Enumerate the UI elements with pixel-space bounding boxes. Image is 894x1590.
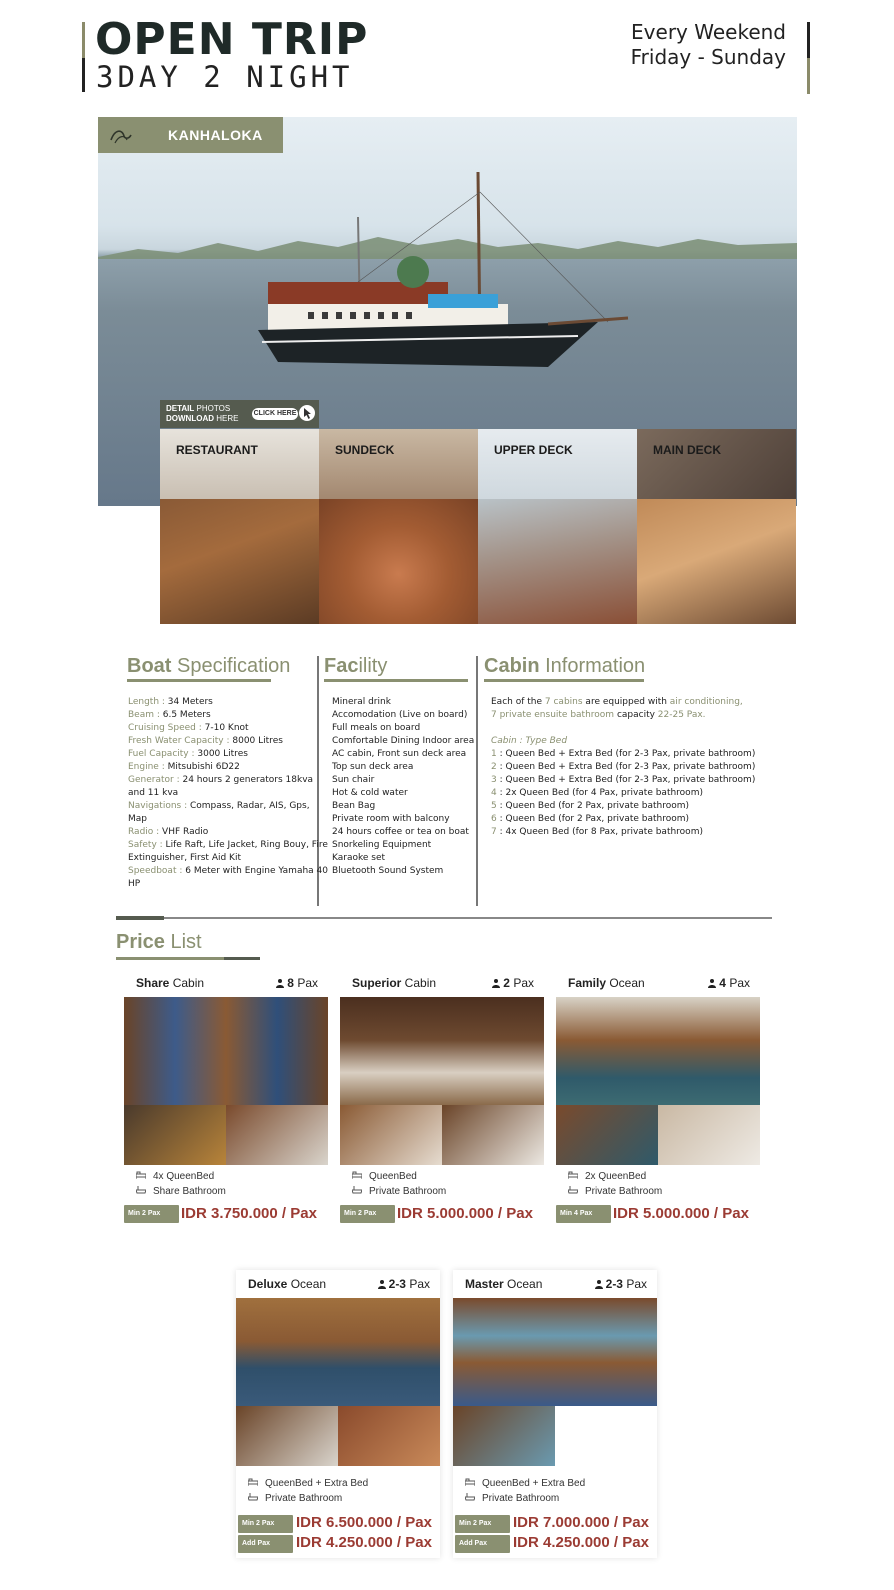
card-title [248, 1277, 326, 1291]
pax-unit: Pax [509, 976, 534, 990]
cabin-info-heading-bold: Cabin [484, 655, 540, 677]
deck-photo-bottom [160, 499, 319, 624]
spec-key: Speedboat : [128, 866, 183, 876]
min-pax-label: Min 2 Pax [242, 1520, 275, 1527]
deck-label: MAIN DECK [653, 443, 721, 457]
add-pax-price: IDR 4.250.000 / Pax [513, 1534, 649, 1551]
cabin-row [491, 761, 761, 774]
spec-item [128, 722, 328, 735]
brand-name: KANHALOKA [168, 127, 263, 143]
facility-underline [324, 679, 468, 682]
spec-item [128, 696, 328, 709]
download-label-rest: HERE [214, 414, 239, 423]
cabin-photo-small [236, 1406, 338, 1466]
cabin-row [491, 826, 761, 839]
cabin-photo-main [236, 1298, 440, 1406]
card-pax [595, 1277, 647, 1291]
spec-value: 7-10 Knot [201, 723, 249, 733]
cursor-icon [298, 404, 316, 422]
pax-unit: Pax [622, 1277, 647, 1291]
header-rule-left-accent [82, 22, 85, 58]
person-icon [276, 979, 284, 988]
boat-spec-underline [127, 679, 271, 682]
page-subtitle: 3DAY 2 NIGHT [96, 60, 354, 94]
min-pax-label: Min 4 Pax [560, 1210, 593, 1217]
bed-icon [568, 1171, 578, 1179]
section-divider [116, 917, 772, 919]
card-title [136, 976, 204, 990]
pax-count: 2 [503, 976, 510, 990]
card-title-rest: Ocean [503, 1277, 543, 1291]
cabin-intro-highlight: 22-25 Pax. [657, 710, 706, 720]
spec-value: Mitsubishi 6D22 [164, 762, 240, 772]
person-icon [708, 979, 716, 988]
deck-photo-top [160, 429, 319, 499]
detail-photos-button[interactable] [160, 400, 319, 428]
spec-key: Safety : [128, 840, 163, 850]
cabin-intro-part: capacity [614, 710, 658, 720]
cabin-intro-highlight: 7 cabins [544, 697, 583, 707]
add-pax-badge [238, 1535, 293, 1553]
bed-text: 2x QueenBed [585, 1171, 647, 1182]
cabin-photo-main [124, 997, 328, 1105]
cabin-info-text [491, 696, 761, 839]
spec-value: 24 hours 2 generators 18kva and 11 kva [128, 775, 314, 798]
cabin-row [491, 813, 761, 826]
spec-key: Navigations : [128, 801, 188, 811]
boat-spec-heading [127, 655, 290, 678]
cabin-number: 4 [491, 788, 497, 798]
card-title-rest: Ocean [287, 1277, 327, 1291]
min-pax-label: Min 2 Pax [128, 1210, 161, 1217]
cabin-number: 2 [491, 762, 497, 772]
card-title-bold: Master [465, 1277, 504, 1291]
card-pax [708, 976, 750, 990]
pax-unit: Pax [405, 1277, 430, 1291]
spec-value: 34 Meters [164, 697, 213, 707]
price-list-heading-bold: Price [116, 931, 165, 953]
bed-feature [465, 1478, 585, 1489]
add-pax-label: Add Pax [459, 1540, 488, 1547]
deck-photo-bottom [637, 499, 796, 624]
bath-feature [248, 1493, 342, 1504]
spec-item [128, 865, 328, 891]
spec-value: 8000 Litres [229, 736, 283, 746]
deck-photo-top [319, 429, 478, 499]
cabin-intro-highlight: 7 private ensuite bathroom [491, 710, 615, 720]
card-title-bold: Family [568, 976, 607, 990]
spec-key: Engine : [128, 762, 165, 772]
facility-item: AC cabin, Front sun deck area [332, 749, 467, 759]
pax-unit: Pax [293, 976, 318, 990]
facility-heading-rest: ility [358, 655, 388, 677]
spec-item [128, 761, 328, 774]
card-title [465, 1277, 542, 1291]
cabin-row [491, 787, 761, 800]
facility-item: Mineral drink [332, 697, 391, 707]
boat-spec-list [128, 696, 328, 891]
facility-item: Private room with balcony [332, 814, 450, 824]
bath-feature [568, 1186, 662, 1197]
cabin-bed-text: : 2x Queen Bed (for 4 Pax, private bathroom) [496, 788, 703, 798]
spec-value: Life Raft, Life Jacket, Ring Bouy, Fire Extinguisher, First Aid Kit [128, 840, 328, 863]
spec-key: Length : [128, 697, 165, 707]
facility-item: Full meals on board [332, 723, 421, 733]
cabin-bed-text: : Queen Bed (for 2 Pax, private bathroom) [496, 801, 690, 811]
deck-photo-bottom [319, 499, 478, 624]
bath-text: Private Bathroom [265, 1493, 343, 1504]
spec-item [128, 800, 328, 826]
min-pax-label: Min 2 Pax [459, 1520, 492, 1527]
spec-item [128, 735, 328, 748]
click-here-button[interactable]: CLICK HERE [252, 408, 298, 420]
bathtub-icon [568, 1186, 578, 1194]
bathtub-icon [465, 1493, 475, 1501]
bed-text: QueenBed + Extra Bed [265, 1478, 369, 1489]
cabin-number: 1 [491, 749, 497, 759]
bath-text: Private Bathroom [482, 1493, 560, 1504]
facility-item: 24 hours coffee or tea on boat [332, 827, 469, 837]
boat-spec-heading-bold: Boat [127, 655, 172, 677]
cabin-number: 6 [491, 814, 497, 824]
bath-text: Share Bathroom [153, 1186, 226, 1197]
price-list-underline [116, 957, 260, 960]
price-card-superior-cabin [340, 969, 544, 1234]
facility-item: Sun chair [332, 775, 375, 785]
brand-tag [98, 117, 283, 153]
detail-label-bold: DETAIL [166, 404, 195, 413]
bathtub-icon [136, 1186, 146, 1194]
add-pax-badge [455, 1535, 510, 1553]
spec-value: 6 Meter with Engine Yamaha 40 HP [128, 866, 329, 889]
boat-spec-heading-rest: Specification [171, 655, 291, 677]
cabin-photo-small [338, 1406, 440, 1466]
deck-photo-restaurant [160, 429, 319, 624]
cabin-row [491, 748, 761, 761]
cabin-intro [491, 696, 761, 722]
min-pax-badge [238, 1515, 293, 1533]
spec-value: Compass, Radar, AIS, Gps, Map [128, 801, 310, 824]
facility-heading [324, 655, 387, 678]
min-pax-badge [455, 1515, 510, 1533]
price-list-heading-rest: List [164, 931, 202, 953]
price-card-share-cabin [124, 969, 328, 1234]
bed-text: QueenBed [369, 1171, 417, 1182]
spec-key: Cruising Speed : [128, 723, 202, 733]
bath-feature [136, 1186, 226, 1197]
cabin-photo-small [453, 1406, 555, 1466]
cabin-photo-small [556, 1105, 658, 1165]
price-value: IDR 7.000.000 / Pax [513, 1514, 649, 1531]
spec-item [128, 826, 328, 839]
facility-item: Top sun deck area [332, 762, 414, 772]
price-value: IDR 5.000.000 / Pax [613, 1205, 749, 1222]
facility-item: Karaoke set [332, 853, 386, 863]
spec-key: Radio : [128, 827, 160, 837]
deck-label: UPPER DECK [494, 443, 573, 457]
wave-logo-icon [110, 125, 136, 145]
phinisi-boat-illustration [248, 172, 648, 402]
cabin-number: 3 [491, 775, 497, 785]
schedule [631, 20, 786, 70]
card-title-bold: Superior [352, 976, 402, 990]
price-card-family-ocean [556, 969, 760, 1234]
deck-photo-sundeck [319, 429, 478, 624]
facility-item: Snorkeling Equipment [332, 840, 432, 850]
bed-icon [248, 1478, 258, 1486]
facility-item: Hot & cold water [332, 788, 408, 798]
cabin-photo-small [442, 1105, 544, 1165]
card-title-rest: Cabin [401, 976, 437, 990]
deck-photo-main-deck [637, 429, 796, 624]
deck-label: SUNDECK [335, 443, 395, 457]
cabin-photo-small [658, 1105, 760, 1165]
cabin-intro-highlight: air conditioning, [669, 697, 743, 707]
card-title-bold: Deluxe [248, 1277, 288, 1291]
price-card-master-ocean [453, 1270, 657, 1558]
cabin-photo-main [556, 997, 760, 1105]
bathtub-icon [352, 1186, 362, 1194]
pax-count: 8 [287, 976, 294, 990]
person-icon [595, 1280, 603, 1289]
spec-item [128, 774, 328, 800]
section-divider-accent [116, 916, 164, 920]
spec-key: Fuel Capacity : [128, 749, 195, 759]
add-pax-label: Add Pax [242, 1540, 271, 1547]
detail-photos-label [166, 404, 238, 424]
bed-feature [136, 1171, 214, 1182]
cabin-info-underline [484, 679, 644, 682]
cabin-photo-small [226, 1105, 328, 1165]
cabin-info-heading [484, 655, 645, 678]
deck-photo-top [478, 429, 637, 499]
card-title [568, 976, 645, 990]
cabin-bed-text: : Queen Bed + Extra Bed (for 2-3 Pax, private bathroom) [496, 775, 756, 785]
person-icon [378, 1280, 386, 1289]
schedule-line-1: Every Weekend [631, 20, 786, 44]
pax-count: 2-3 [605, 1277, 623, 1291]
deck-photo-top [637, 429, 796, 499]
cabin-bed-text: : 4x Queen Bed (for 8 Pax, private bathroom) [496, 827, 703, 837]
cabin-photo-main [340, 997, 544, 1105]
bed-feature [352, 1171, 417, 1182]
card-title-rest: Cabin [169, 976, 205, 990]
page-title: OPEN TRIP [95, 14, 369, 65]
price-value: IDR 3.750.000 / Pax [181, 1205, 317, 1222]
facility-item: Bean Bag [332, 801, 376, 811]
bed-feature [248, 1478, 368, 1489]
bed-feature [568, 1171, 646, 1182]
min-pax-label: Min 2 Pax [344, 1210, 377, 1217]
cabin-number: 7 [491, 827, 497, 837]
cabin-number: 5 [491, 801, 497, 811]
price-value: IDR 6.500.000 / Pax [296, 1514, 432, 1531]
bed-icon [136, 1171, 146, 1179]
detail-label-rest: PHOTOS [194, 404, 231, 413]
bed-icon [465, 1478, 475, 1486]
bed-icon [352, 1171, 362, 1179]
add-pax-price: IDR 4.250.000 / Pax [296, 1534, 432, 1551]
cabin-row [491, 774, 761, 787]
spec-value: 6.5 Meters [159, 710, 211, 720]
download-label-bold: DOWNLOAD [166, 414, 214, 423]
cabin-bed-text: : Queen Bed (for 2 Pax, private bathroom) [496, 814, 690, 824]
schedule-line-2: Friday - Sunday [630, 45, 786, 69]
bed-text: 4x QueenBed [153, 1171, 215, 1182]
spec-item [128, 709, 328, 722]
facility-item: Accomodation (Live on board) [332, 710, 468, 720]
cabin-photo-small [340, 1105, 442, 1165]
card-pax [276, 976, 318, 990]
price-card-deluxe-ocean [236, 1270, 440, 1558]
bath-text: Private Bathroom [369, 1186, 447, 1197]
deck-photo-bottom [478, 499, 637, 624]
bath-text: Private Bathroom [585, 1186, 663, 1197]
spec-item [128, 748, 328, 761]
card-title [352, 976, 436, 990]
cabin-type-label: Cabin : Type Bed [491, 736, 568, 746]
pax-count: 4 [719, 976, 726, 990]
pax-unit: Pax [725, 976, 750, 990]
bed-text: QueenBed + Extra Bed [482, 1478, 586, 1489]
card-title-rest: Ocean [606, 976, 645, 990]
cabin-bed-text: : Queen Bed + Extra Bed (for 2-3 Pax, private bathroom) [496, 749, 756, 759]
price-value: IDR 5.000.000 / Pax [397, 1205, 533, 1222]
min-pax-badge [556, 1205, 611, 1223]
cabin-intro-part: Each of the [491, 697, 545, 707]
min-pax-badge [340, 1205, 395, 1223]
spec-key: Generator : [128, 775, 180, 785]
price-list-heading [116, 931, 202, 954]
facility-item: Bluetooth Sound System [332, 866, 444, 876]
spec-item [128, 839, 328, 865]
card-title-bold: Share [136, 976, 170, 990]
facility-item: Comfortable Dining Indoor area [332, 736, 475, 746]
card-pax [378, 1277, 430, 1291]
facility-heading-bold: Fac [324, 655, 359, 677]
bathtub-icon [248, 1493, 258, 1501]
spec-value: VHF Radio [159, 827, 209, 837]
spec-value: 3000 Litres [194, 749, 248, 759]
cabin-bed-text: : Queen Bed + Extra Bed (for 2-3 Pax, private bathroom) [496, 762, 756, 772]
deck-label: RESTAURANT [176, 443, 258, 457]
cabin-row [491, 800, 761, 813]
min-pax-badge [124, 1205, 179, 1223]
card-pax [492, 976, 534, 990]
cabin-photo-small [124, 1105, 226, 1165]
bath-feature [352, 1186, 446, 1197]
deck-photo-upper-deck [478, 429, 637, 624]
spec-key: Fresh Water Capacity : [128, 736, 230, 746]
cabin-intro-part: are equipped with [582, 697, 670, 707]
person-icon [492, 979, 500, 988]
facility-list [332, 696, 482, 878]
bath-feature [465, 1493, 559, 1504]
pax-count: 2-3 [388, 1277, 406, 1291]
cabin-info-heading-rest: Information [539, 655, 646, 677]
spec-key: Beam : [128, 710, 160, 720]
cabin-photo-main [453, 1298, 657, 1406]
header-rule-right-accent [807, 58, 810, 94]
